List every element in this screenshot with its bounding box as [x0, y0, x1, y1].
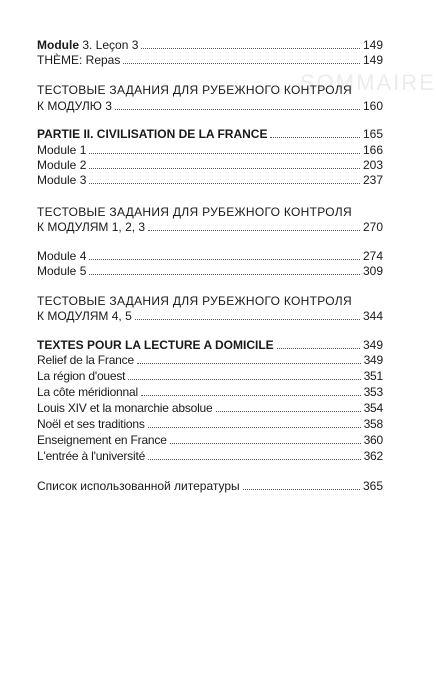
toc-entry-module-3 — [37, 173, 383, 187]
toc-entry-label: К МОДУЛЯМ 4, 5 — [37, 309, 132, 323]
toc-page-number: 353 — [363, 385, 383, 399]
toc-entry-label: L'entrée à l'université — [37, 449, 146, 463]
toc-entry-label-bold: Module — [37, 38, 79, 52]
toc-entry-label: Module 1 — [37, 143, 87, 157]
toc-entry-textes-lecture — [37, 338, 383, 352]
toc-entry-tests-module-3 — [37, 99, 383, 113]
toc-entry-region-ouest — [37, 369, 383, 383]
dot-leader — [137, 363, 361, 364]
toc-entry-tests-heading-line: ТЕСТОВЫЕ ЗАДАНИЯ ДЛЯ РУБЕЖНОГО КОНТРОЛЯ — [37, 205, 352, 219]
toc-page-number: 160 — [362, 99, 383, 113]
toc-entry-label: Enseignement en France — [37, 433, 167, 447]
dot-leader — [270, 137, 360, 138]
dot-leader — [89, 183, 360, 184]
dot-leader — [216, 411, 361, 412]
toc-entry-tests-modules-1-2-3 — [37, 220, 383, 234]
toc-page-number: 344 — [362, 309, 383, 323]
toc-entry-entree-universite — [37, 449, 383, 463]
toc-entry-label: La région d'ouest — [37, 369, 126, 383]
toc-entry-label: La côte méridionnal — [37, 385, 138, 399]
toc-entry-tests-heading-line: ТЕСТОВЫЕ ЗАДАНИЯ ДЛЯ РУБЕЖНОГО КОНТРОЛЯ — [37, 83, 352, 97]
toc-page-number: 349 — [362, 338, 383, 352]
dot-leader — [170, 443, 361, 444]
toc-entry-label: Module 5 — [37, 264, 87, 278]
dot-leader — [141, 395, 361, 396]
toc-entry-label: Module 2 — [37, 158, 87, 172]
toc-entry-label: К МОДУЛЯМ 1, 2, 3 — [37, 220, 146, 234]
toc-page-number: 149 — [362, 38, 383, 52]
toc-page-number: 274 — [362, 249, 383, 263]
toc-entry-module-5 — [37, 264, 383, 278]
toc-entry-bibliography — [37, 479, 383, 493]
dot-leader — [148, 230, 360, 231]
toc-entry-enseignement — [37, 433, 383, 447]
dot-leader — [89, 153, 360, 154]
toc-entry-noel — [37, 417, 383, 431]
toc-page-number: 203 — [362, 158, 383, 172]
dot-leader — [128, 379, 360, 380]
dot-leader — [141, 48, 360, 49]
dot-leader — [135, 319, 360, 320]
show-through-heading: SOMMAIRE — [300, 70, 436, 95]
toc-entry-tests-heading-line: ТЕСТОВЫЕ ЗАДАНИЯ ДЛЯ РУБЕЖНОГО КОНТРОЛЯ — [37, 294, 352, 308]
toc-page-number: 309 — [362, 264, 383, 278]
toc-entry-module-4 — [37, 249, 383, 263]
dot-leader — [115, 109, 360, 110]
toc-entry-theme-repas — [37, 53, 383, 67]
dot-leader — [123, 63, 360, 64]
toc-entry-label: TEXTES POUR LA LECTURE A DOMICILE — [37, 338, 274, 352]
toc-entry-label: Список использованной литературы — [37, 479, 240, 493]
toc-entry-label: Noël et ses traditions — [37, 417, 145, 431]
dot-leader — [243, 489, 360, 490]
toc-page-number: 365 — [362, 479, 383, 493]
dot-leader — [89, 274, 360, 275]
toc-entry-module-1 — [37, 143, 383, 157]
toc-entry-label: THÈME: Repas — [37, 53, 121, 67]
toc-page-number: 237 — [362, 173, 383, 187]
toc-page-number: 358 — [363, 417, 383, 431]
toc-entry-module-2 — [37, 158, 383, 172]
toc-page-number: 166 — [362, 143, 383, 157]
toc-entry-label-rest: 3. Leçon 3 — [79, 38, 139, 52]
toc-page-number: 349 — [363, 353, 383, 367]
toc-page-number: 360 — [363, 433, 383, 447]
toc-entry-relief — [37, 353, 383, 367]
toc-entry-label — [37, 38, 138, 52]
toc-page-number: 165 — [362, 127, 383, 141]
toc-entry-label: Module 3 — [37, 173, 87, 187]
toc-page-number: 270 — [362, 220, 383, 234]
toc-entry-cote-meridionnal — [37, 385, 383, 399]
toc-page-number: 354 — [363, 401, 383, 415]
toc-entry-partie-ii — [37, 127, 383, 141]
toc-page-number: 351 — [363, 369, 383, 383]
toc-entry-label: Module 4 — [37, 249, 87, 263]
dot-leader — [89, 259, 360, 260]
dot-leader — [89, 168, 360, 169]
toc-entry-label: PARTIE II. CIVILISATION DE LA FRANCE — [37, 127, 268, 141]
dot-leader — [148, 427, 361, 428]
toc-entry-tests-modules-4-5 — [37, 309, 383, 323]
toc-entry-louis-xiv — [37, 401, 383, 415]
toc-entry-module-3-lecon-3 — [37, 38, 383, 52]
dot-leader — [277, 348, 360, 349]
toc-entry-label: К МОДУЛЮ 3 — [37, 99, 112, 113]
toc-entry-label: Relief de la France — [37, 353, 134, 367]
dot-leader — [148, 459, 361, 460]
toc-page-number: 149 — [362, 53, 383, 67]
toc-entry-label: Louis XIV et la monarchie absolue — [37, 401, 213, 415]
toc-page-number: 362 — [363, 449, 383, 463]
